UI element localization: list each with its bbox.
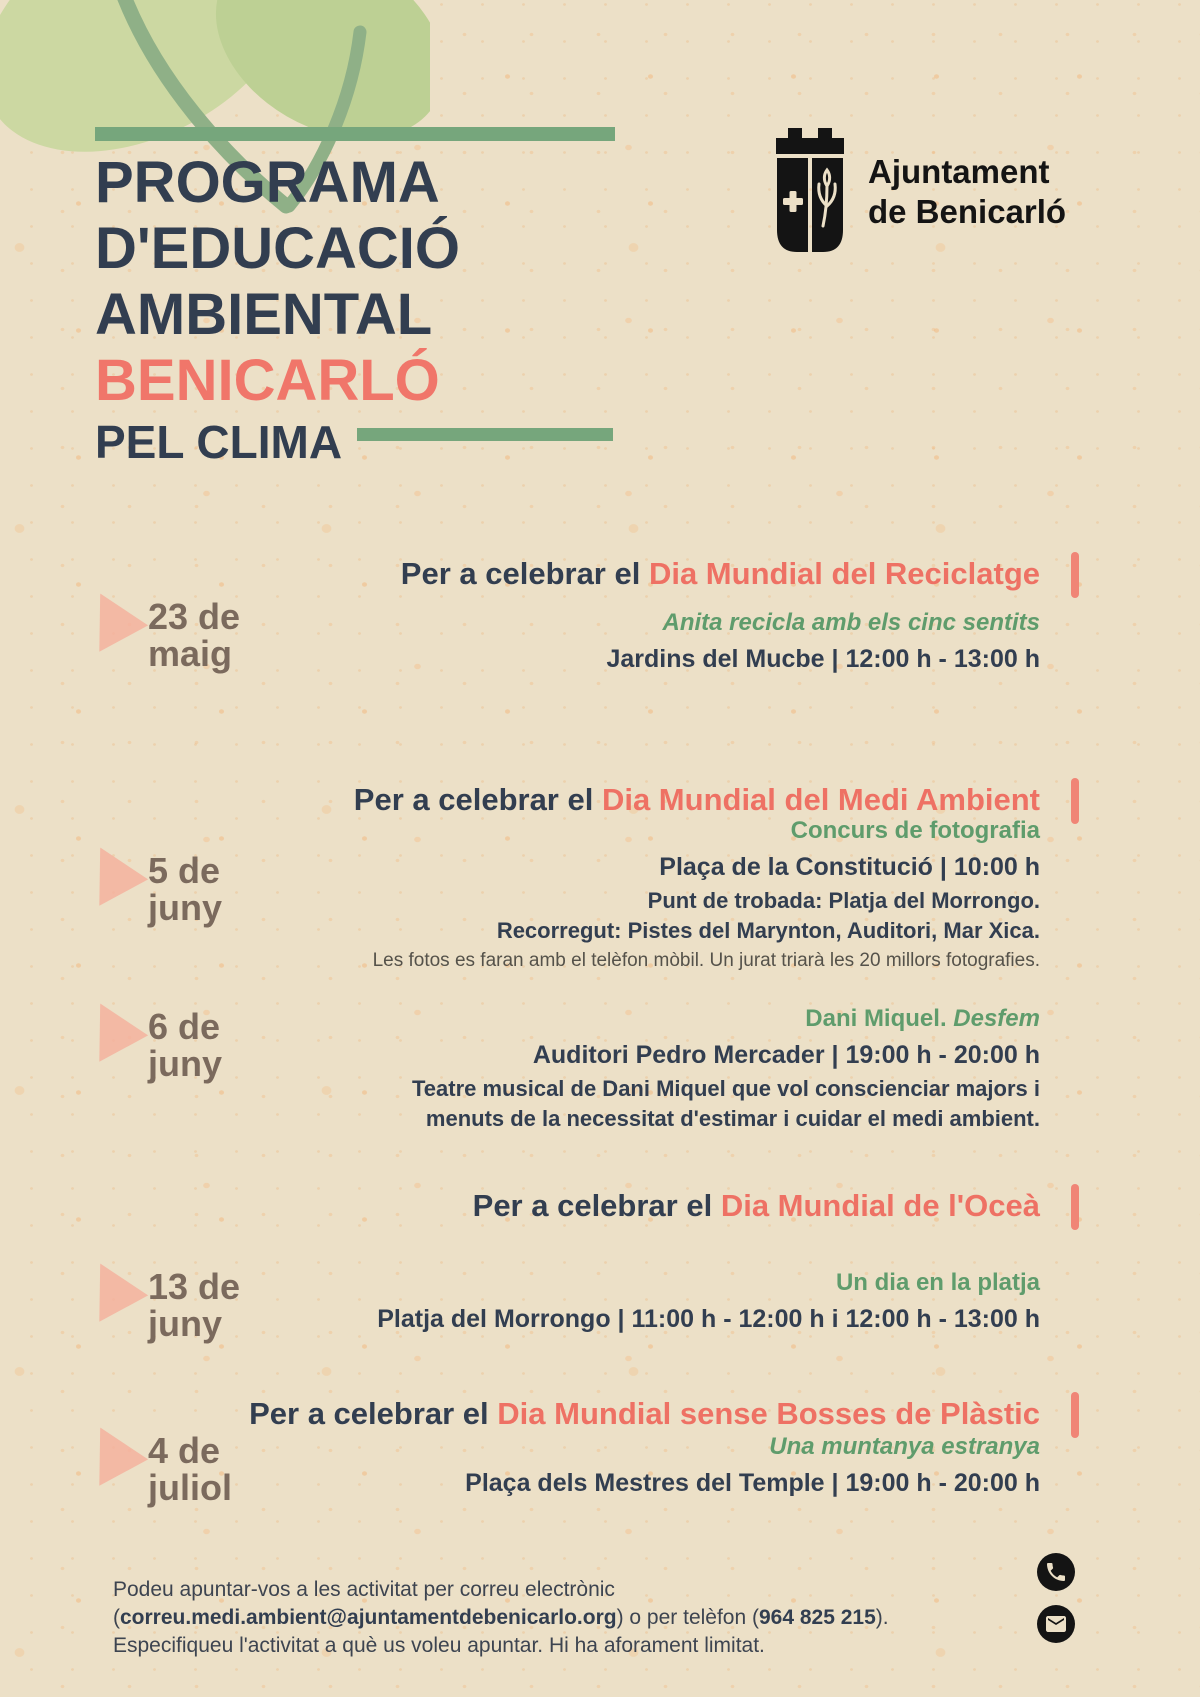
event-details	[465, 1430, 1040, 1502]
phone-icon	[1037, 1553, 1075, 1591]
footer-phone: 964 825 215	[758, 1606, 876, 1629]
heading-highlight: Dia Mundial del Medi Ambient	[601, 782, 1040, 817]
section-heading-plastic	[249, 1396, 1040, 1432]
heading-accent-bar	[1071, 778, 1079, 824]
heading-highlight: Dia Mundial sense Bosses de Plàstic	[497, 1396, 1040, 1431]
poster-title	[95, 150, 460, 414]
heading-prefix: Per a celebrar el	[249, 1396, 498, 1431]
heading-highlight: Dia Mundial del Reciclatge	[648, 556, 1040, 591]
town-hall-crest-icon	[770, 128, 850, 252]
event-details	[373, 814, 1040, 976]
heading-prefix: Per a celebrar el	[472, 1188, 721, 1223]
event-marker-icon	[93, 593, 151, 656]
event-detail: Recorregut: Pistes del Marynton, Auditori, Mar Xica.	[496, 918, 1040, 943]
event-detail: menuts de la necessitat d'estimar i cuidar el medi ambient.	[425, 1106, 1040, 1131]
title-line: AMBIENTAL	[95, 282, 433, 347]
event-date: 6 de juny	[148, 1006, 223, 1084]
event-date: 4 de juliol	[148, 1430, 232, 1508]
event-marker-icon	[93, 1263, 151, 1326]
heading-prefix: Per a celebrar el	[400, 556, 649, 591]
footer-line: Especifiqueu l'activitat a què us voleu apuntar. Hi ha aforament limitat.	[113, 1634, 765, 1657]
event-date: 5 de juny	[148, 850, 223, 928]
event-place: Plaça de la Constitució | 10:00 h	[659, 853, 1040, 881]
logo-line: Ajuntament	[868, 153, 1050, 190]
heading-accent-bar	[1071, 1184, 1079, 1230]
event-date: 23 de maig	[148, 596, 241, 674]
footer-line: Podeu apuntar-vos a les activitat per correu electrònic	[113, 1578, 615, 1601]
event-place: Auditori Pedro Mercader | 19:00 h - 20:00 h	[532, 1041, 1040, 1069]
event-activity: Concurs de fotografia	[790, 817, 1040, 844]
event-marker-icon	[93, 847, 151, 910]
logo-line: de Benicarló	[868, 193, 1067, 230]
event-details	[377, 1266, 1040, 1338]
footer-line: (correu.medi.ambient@ajuntamentdebenicarlo.org) o per telèfon (964 825 215).	[113, 1606, 889, 1629]
footer-text	[113, 1576, 889, 1660]
title-line: D'EDUCACIÓ	[95, 216, 461, 281]
event-marker-icon	[93, 1427, 151, 1490]
town-hall-logo-text	[868, 152, 1066, 232]
title-highlight: BENICARLÓ	[95, 348, 440, 413]
email-icon	[1037, 1605, 1075, 1643]
subtitle-rule	[357, 428, 613, 441]
event-note: Les fotos es faran amb el telèfon mòbil. Un jurat triarà les 20 millors fotografies.	[372, 950, 1040, 971]
event-place: Platja del Morrongo | 11:00 h - 12:00 h i 12:00 h - 13:00 h	[377, 1305, 1040, 1333]
event-activity: Anita recicla amb els cinc sentits	[662, 609, 1040, 636]
event-detail: Punt de trobada: Platja del Morrongo.	[647, 888, 1040, 913]
event-details	[412, 1002, 1040, 1134]
footer-email: correu.medi.ambient@ajuntamentdebenicarlo.org	[120, 1606, 617, 1629]
section-heading-ocea	[473, 1188, 1040, 1224]
event-marker-icon	[93, 1003, 151, 1066]
heading-accent-bar	[1071, 552, 1079, 598]
title-line: PROGRAMA	[95, 150, 440, 215]
event-detail: Teatre musical de Dani Miquel que vol conscienciar majors i	[411, 1076, 1040, 1101]
event-place: Jardins del Mucbe | 12:00 h - 13:00 h	[606, 645, 1040, 673]
section-heading-reciclatge	[401, 556, 1040, 592]
heading-highlight: Dia Mundial de l'Oceà	[720, 1188, 1040, 1223]
section-heading-medi-ambient	[354, 782, 1040, 818]
event-place: Plaça dels Mestres del Temple | 19:00 h - 20:00 h	[465, 1469, 1040, 1497]
title-top-rule	[95, 127, 615, 141]
title-subtitle: PEL CLIMA	[95, 416, 343, 468]
event-activity: Un dia en la platja	[835, 1269, 1040, 1296]
event-activity: Dani Miquel. Desfem	[805, 1005, 1040, 1032]
event-details	[606, 606, 1040, 678]
heading-accent-bar	[1071, 1392, 1079, 1438]
event-activity: Una muntanya estranya	[769, 1433, 1040, 1460]
event-date: 13 de juny	[148, 1266, 241, 1344]
heading-prefix: Per a celebrar el	[353, 782, 602, 817]
